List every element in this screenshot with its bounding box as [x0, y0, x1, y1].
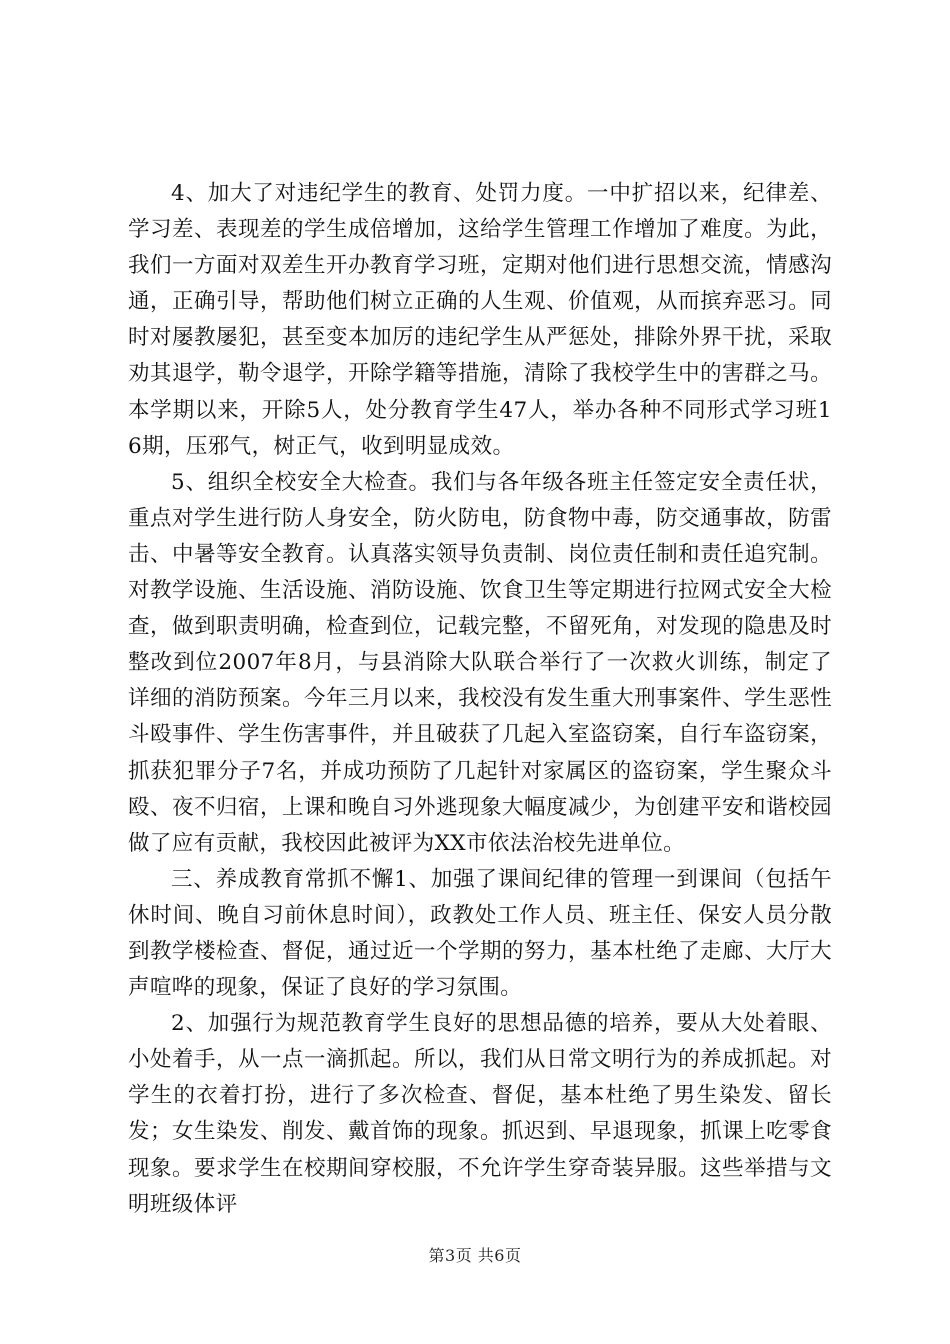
page-footer: 第3页 共6页: [428, 1246, 522, 1265]
paragraph-safety-inspection: 5、组织全校安全大检查。我们与各年级各班主任签定安全责任状，重点对学生进行防人身安全，防火防电，防食物中毒，防交通事故，防雷击、中暑等安全教育。认真落实领导负责制、岗位责任制和责任追究制。对教学设施、生活设施、消防设施、饮食卫生等定期进行拉网式安全大检查，做到职责明确，检查到位，记载完整，不留死角，对发现的隐患及时整改到位2007年8月，与县消除大队联合举行了一次救火训练，制定了详细的消防预案。今年三月以来，我校没有发生重大刑事案件、学生恶性斗殴事件、学生伤害事件，并且破获了几起入室盗窃案，自行车盗窃案，抓获犯罪分子7名，并成功预防了几起针对家属区的盗窃案，学生聚众斗殴、夜不归宿，上课和晚自习外逃现象大幅度减少，为创建平安和谐校园做了应有贡献，我校因此被评为XX市依法治校先进单位。: [128, 469, 832, 856]
body-text: [128, 176, 832, 1223]
paragraph-discipline-punishment: 4、加大了对违纪学生的教育、处罚力度。一中扩招以来，纪律差、学习差、表现差的学生成倍增加，这给学生管理工作增加了难度。为此，我们一方面对双差生开办教育学习班，定期对他们进行思想交流，情感沟通，正确引导，帮助他们树立正确的人生观、价值观，从而摈弃恶习。同时对屡教屡犯，甚至变本加厉的违纪学生从严惩处，排除外界干扰，采取劝其退学，勒令退学，开除学籍等措施，清除了我校学生中的害群之马。本学期以来，开除5人，处分教育学生47人，举办各种不同形式学习班16期，压邪气，树正气，收到明显成效。: [128, 181, 832, 459]
paragraph-behavior-norms: 2、加强行为规范教育学生良好的思想品德的培养，要从大处着眼、小处着手，从一点一滴抓起。所以，我们从日常文明行为的养成抓起。对学生的衣着打扮，进行了多次检查、督促，基本杜绝了男生染发、留长发；女生染发、削发、戴首饰的现象。抓迟到、早退现象，抓课上吃零食现象。要求学生在校期间穿校服，不允许学生穿奇装异服。这些举措与文明班级体评: [128, 1011, 832, 1217]
paragraph-habit-education: 三、养成教育常抓不懈1、加强了课间纪律的管理一到课间（包括午休时间、晚自习前休息时间），政教处工作人员、班主任、保安人员分散到教学楼检查、督促，通过近一个学期的努力，基本杜绝了走廊、大厅大声喧哗的现象，保证了良好的学习氛围。: [128, 866, 832, 1001]
